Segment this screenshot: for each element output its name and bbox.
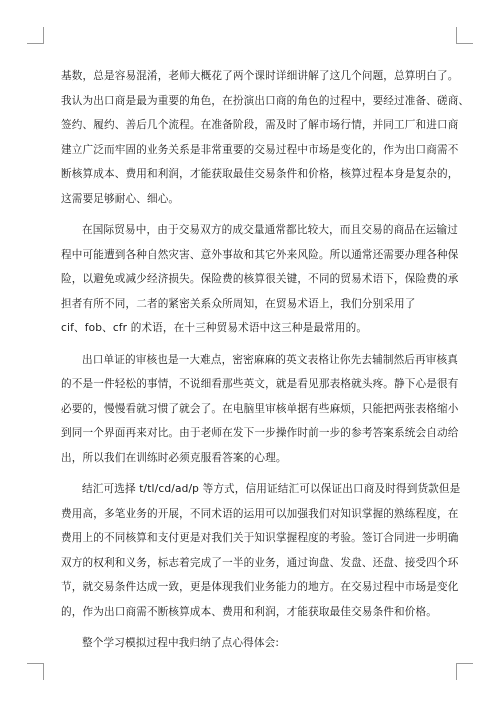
text-line: 担者有所不同，二者的紧密关系众所周知，在贸易术语上，我们分别采用了 [61, 297, 416, 310]
text-line: 到同一个界面再来对比。由于老师在发下一步操作时前一步的参考答案系统会自动给 [61, 427, 459, 439]
paragraph-2 [61, 218, 459, 341]
text-line: 险，以避免或减少经济损失。保险费的核算很关键，不同的贸易术语下，保险费的承 [61, 273, 459, 285]
paragraph-5 [61, 631, 443, 656]
text-line: 费用上的不同核算和支付更是对我们关于知识掌握程度的考验。签订合同进一步明确 [61, 532, 459, 544]
page-corner-mark-bottom-right [456, 663, 473, 680]
text-line: 必要的，慢慢看就习惯了就会了。在电脑里审核单据有些麻烦，只能把两张表格缩小 [61, 402, 459, 415]
text-line: 费用高，多笔业务的开展，不同术语的运用可以加强我们对知识掌握的熟练程度，在 [61, 507, 459, 520]
text-line: 整个学习模拟过程中我归纳了点心得体会: [82, 637, 280, 649]
text-line: 程中可能遭到各种自然灾害、意外事故和其它外来风险。所以通常还需要办理各种保 [61, 248, 459, 261]
text-line: 结汇可选择 t/tl/cd/ad/p 等方式，信用证结汇可以保证出口商及时得到货款但是 [82, 483, 461, 495]
text-line: 的，作为出口商需不断核算成本、费用和利润，才能获取最佳交易条件和价格。 [61, 605, 438, 618]
paragraph-4 [61, 477, 461, 624]
text-line: cif、fob、cfr 的术语，在十三种贸易术语中这三种是最常用的。 [61, 322, 368, 334]
text-line: 双方的权利和义务，标志着完成了一半的业务，通过询盘、发盘、还盘、接受四个环 [61, 556, 459, 569]
text-line: 节，就交易条件达成一致，更是体现我们业务能力的地方。在交易过程中市场是变化 [61, 581, 459, 593]
text-line: 断核算成本、费用和利润，才能获取最佳交易条件和价格，核算过程本身是复杂的， [61, 168, 459, 180]
paragraph-3 [61, 348, 459, 471]
text-line: 的不是一件轻松的事情，不说细看那些英文，就是看见那表格就头疼。静下心是很有 [61, 378, 459, 390]
document-body [61, 64, 470, 663]
text-line: 在国际贸易中，由于交易双方的成交量通常都比较大，而且交易的商品在运输过 [82, 224, 459, 236]
text-line: 出，所以我们在训练时必须克服看答案的心理。 [61, 451, 287, 464]
text-line: 出口单证的审核也是一大难点，密密麻麻的英文表格让你先去辅制然后再审核真 [82, 353, 459, 366]
page-corner-mark-bottom-left [27, 663, 44, 680]
text-line: 基数，总是容易混淆，老师大概花了两个课时详细讲解了这几个问题，总算明白了。 [61, 70, 459, 82]
text-line: 签约、履约、善后几个流程。在准备阶段，需及时了解市场行情，并同工厂和进口商 [61, 119, 459, 131]
text-line: 建立广泛而牢固的业务关系是非常重要的交易过程中市场是变化的，作为出口商需不 [61, 143, 459, 156]
text-line: 我认为出口商是最为重要的角色，在扮演出口商的角色的过程中，要经过准备、磋商、 [61, 94, 470, 107]
text-line: 这需要足够耐心、细心。 [61, 192, 180, 205]
page-corner-mark-top-left [27, 27, 44, 44]
paragraph-1 [61, 64, 470, 211]
page-corner-mark-top-right [456, 27, 473, 44]
